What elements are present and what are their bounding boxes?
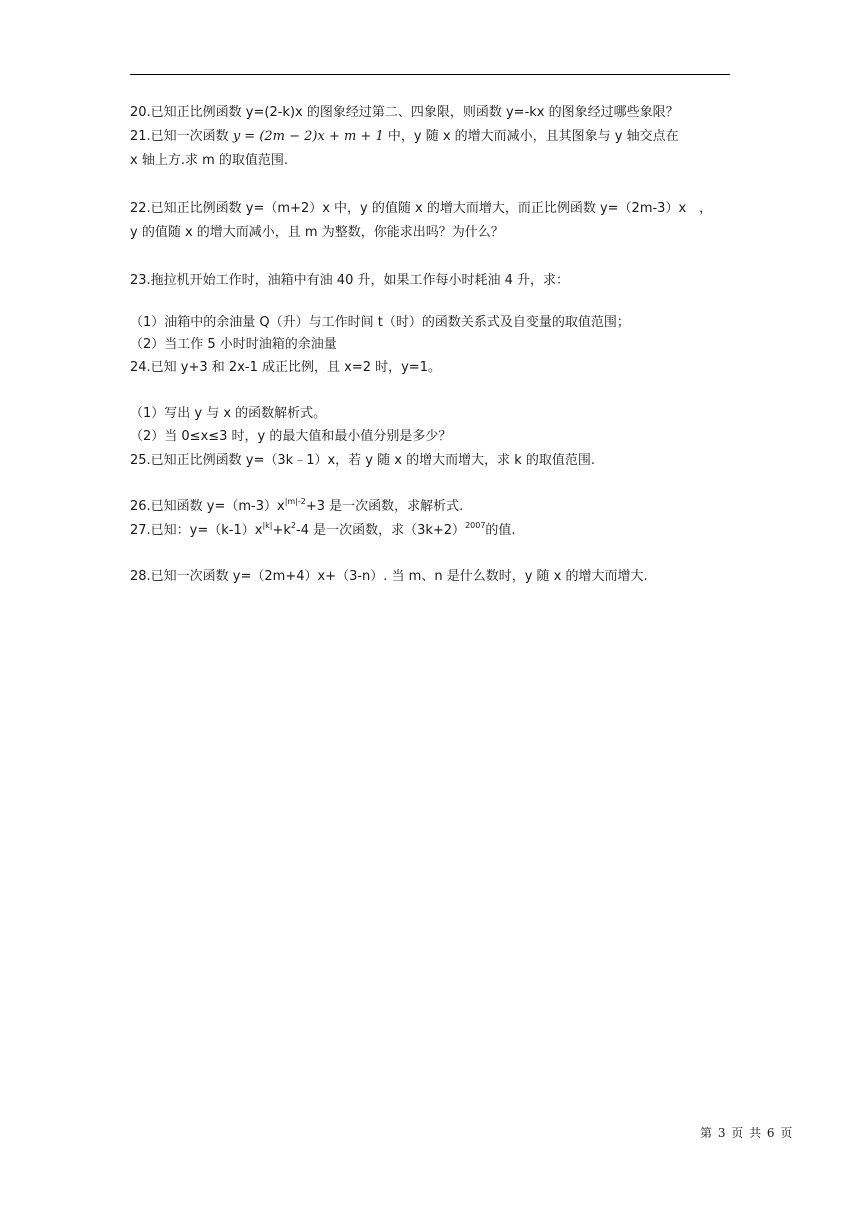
question-26 <box>130 497 463 517</box>
question-24-part1: （1）写出 y 与 x 的函数解析式。 <box>130 406 327 421</box>
question-27-middle: +k <box>272 523 291 538</box>
page-number: 第 3 页 共 6 页 <box>700 1126 793 1140</box>
question-26-exponent: |m|-2 <box>284 497 306 506</box>
question-28: 28.已知一次函数 y=（2m+4）x+（3-n）. 当 m、n 是什么数时，y 随 x 的增大而增大. <box>130 569 648 584</box>
question-27-exponent-1: |k| <box>262 521 273 530</box>
question-20: 20.已知正比例函数 y=(2-k)x 的图象经过第二、四象限，则函数 y=-kx 的图象经过哪些象限？ <box>130 105 679 120</box>
question-27-prefix: 27.已知：y=（k-1）x <box>130 523 263 538</box>
question-27-middle2: -4 是一次函数，求（3k+2） <box>296 523 466 538</box>
question-23-part1: （1）油箱中的余油量 Q（升）与工作时间 t（时）的函数关系式及自变量的取值范围； <box>130 315 630 330</box>
question-25: 25.已知正比例函数 y=（3k﹣1）x，若 y 随 x 的增大而增大，求 k 的取值范围. <box>130 453 595 468</box>
question-23-part2: （2）当工作 5 小时时油箱的余油量 <box>130 337 337 352</box>
question-22-line1: 22.已知正比例函数 y=（m+2）x 中，y 的值随 x 的增大而增大，而正比例函数 y=（2m-3）x ， <box>130 201 713 216</box>
question-21-suffix: 中，y 随 x 的增大而减小，且其图象与 y 轴交点在 <box>383 129 679 144</box>
question-22-line2: y 的值随 x 的增大而减小，且 m 为整数，你能求出吗？为什么？ <box>130 225 504 240</box>
question-27-suffix: 的值. <box>485 523 516 538</box>
question-21-formula: y = (2m − 2)x + m + 1 <box>232 129 384 144</box>
question-21-prefix: 21.已知一次函数 <box>130 129 233 144</box>
question-26-suffix: +3 是一次函数，求解析式. <box>305 499 464 514</box>
question-24-part2: （2）当 0≤x≤3 时，y 的最大值和最小值分别是多少？ <box>130 429 452 444</box>
question-21-line1 <box>130 127 679 147</box>
question-23-stem: 23.拖拉机开始工作时，油箱中有油 40 升，如果工作每小时耗油 4 升，求： <box>130 273 570 288</box>
question-24-stem: 24.已知 y+3 和 2x-1 成正比例，且 x=2 时，y=1。 <box>130 360 441 375</box>
question-27-exponent-3: 2007 <box>465 521 486 530</box>
question-21-line2: x 轴上方.求 m 的取值范围. <box>130 153 289 168</box>
question-27-exponent-2: 2 <box>290 521 296 530</box>
header-rule <box>130 74 730 75</box>
question-27 <box>130 521 516 541</box>
question-26-prefix: 26.已知函数 y=（m-3）x <box>130 499 285 514</box>
